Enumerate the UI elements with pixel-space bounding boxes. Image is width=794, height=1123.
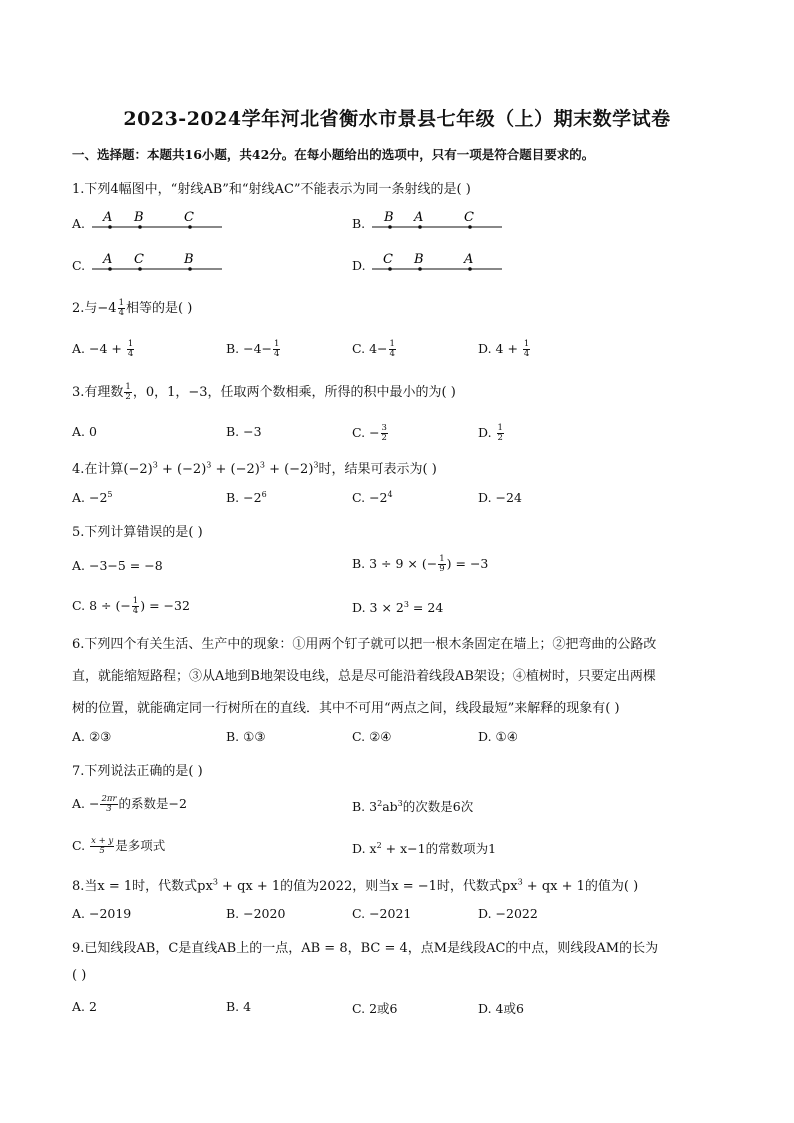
q3-option-a: A. 0 xyxy=(72,424,97,439)
q5-option-c xyxy=(72,597,190,616)
q1-option-c-label: C. xyxy=(72,258,86,273)
q3-text-post: ，0，1，−3，任取两个数相乘，所得的积中最小的为( ) xyxy=(132,385,456,400)
q2c-den: 4 xyxy=(389,349,395,359)
q7c-num: x + y xyxy=(91,836,114,846)
q4-text-4: + (−2) xyxy=(264,462,314,477)
q8-text-3: + qx + 1的值为( ) xyxy=(522,879,639,894)
q7c-fraction xyxy=(90,837,114,856)
q6-option-b: B. ①③ xyxy=(226,729,266,744)
q7c-text-pre: C. xyxy=(72,838,86,853)
q4c-text: C. −2 xyxy=(352,490,388,506)
q2a-den: 4 xyxy=(127,349,134,359)
q5b-text-post: ) = −3 xyxy=(446,556,489,571)
q5b-text-pre: B. 3 ÷ 9 × (− xyxy=(352,556,438,571)
q2c-num: 1 xyxy=(389,339,395,349)
question-9-line-2: ( ) xyxy=(72,968,87,983)
q4b-exp: 6 xyxy=(261,490,267,499)
q2b-den: 4 xyxy=(274,349,280,359)
q5-option-a: A. −3−5 = −8 xyxy=(72,558,163,573)
q4-text-2: + (−2) xyxy=(157,462,207,477)
q4-exp-3: 3 xyxy=(259,460,265,470)
q4-option-c xyxy=(352,490,393,505)
q9-option-b: B. 4 xyxy=(226,999,252,1014)
q7c-text-post: 是多项式 xyxy=(115,838,166,853)
q2-option-a xyxy=(72,340,135,359)
q8-option-d: D. −2022 xyxy=(478,906,538,921)
q4b-text: B. −2 xyxy=(226,490,262,506)
q7-option-d xyxy=(352,839,496,857)
q2-frac-den: 4 xyxy=(118,308,124,318)
q9-option-d: D. 4或6 xyxy=(478,1001,524,1016)
q2a-fraction xyxy=(127,340,134,359)
section-heading: 一、选择题：本题共16小题，共42分。在每小题给出的选项中，只有一项是符合题目要求的。 xyxy=(72,147,595,162)
q1a-point-1: A xyxy=(103,210,113,225)
q2-option-d xyxy=(478,340,531,359)
q7a-num: 2πr xyxy=(101,794,117,804)
q7a-text-pre: A. − xyxy=(72,796,100,811)
q2c-fraction xyxy=(389,340,396,359)
q2-text-post: 相等的是( ) xyxy=(126,301,193,316)
q3-option-d xyxy=(478,424,505,443)
q9-option-a: A. 2 xyxy=(72,999,97,1014)
q7b-text-mid: ab xyxy=(382,799,398,814)
q1b-point-3: C xyxy=(464,210,474,225)
q7b-text-pre: B. 3 xyxy=(352,799,378,814)
question-1-stem: 1.下列4幅图中，“射线AB”和“射线AC”不能表示为同一条射线的是( ) xyxy=(72,182,471,197)
q1c-point-2: C xyxy=(134,252,144,267)
q5c-num: 1 xyxy=(132,596,139,606)
q6-option-d: D. ①④ xyxy=(478,729,518,744)
q1-ray-figure-b xyxy=(370,208,510,232)
page-title: 2023-2024学年河北省衡水市景县七年级（上）期末数学试卷 xyxy=(123,108,671,130)
q1d-point-3: A xyxy=(464,252,474,267)
q2c-text: C. 4− xyxy=(352,341,388,356)
q5-option-b xyxy=(352,555,488,574)
q5-option-d xyxy=(352,600,443,615)
q4-text-3: + (−2) xyxy=(211,462,260,477)
q3d-text: D. xyxy=(478,425,492,440)
q3d-num: 1 xyxy=(497,423,503,433)
q7d-exp: 2 xyxy=(376,840,382,850)
q2-option-b xyxy=(226,340,281,359)
q1a-point-3: C xyxy=(184,210,194,225)
q1b-point-1: B xyxy=(384,210,394,225)
q9-option-c: C. 2或6 xyxy=(352,1001,398,1016)
q2-text-pre: 2.与−4 xyxy=(72,301,117,316)
question-4-stem xyxy=(72,458,437,477)
q5b-num: 1 xyxy=(439,554,445,564)
q1-option-d-label: D. xyxy=(352,258,366,273)
q7a-text-post: 的系数是−2 xyxy=(118,796,187,811)
q7d-text-pre: D. x xyxy=(352,841,377,856)
q3c-den: 2 xyxy=(381,433,387,443)
q8-option-c: C. −2021 xyxy=(352,906,412,921)
q5c-den: 4 xyxy=(132,606,139,616)
q4-text-5: 时，结果可表示为( ) xyxy=(318,462,437,477)
q5c-text-pre: C. 8 ÷ (− xyxy=(72,598,131,613)
q6-option-a: A. ②③ xyxy=(72,729,112,744)
q3-frac-den: 2 xyxy=(125,392,131,402)
q2-frac-num: 1 xyxy=(118,298,124,308)
q7d-text-post: + x−1的常数项为1 xyxy=(381,841,497,856)
q1-option-b-label: B. xyxy=(352,216,366,231)
q5d-exp: 3 xyxy=(403,600,409,609)
q5c-text-post: ) = −32 xyxy=(140,598,190,613)
q2a-text: A. −4 + xyxy=(72,341,122,356)
question-9-line-1: 9.已知线段AB，C是直线AB上的一点，AB = 8，BC = 4，点M是线段AC的中点，则线段AM的长为 xyxy=(72,941,659,956)
q8-text-2: + qx + 1的值为2022，则当x = −1时，代数式px xyxy=(217,879,518,894)
q1d-point-1: C xyxy=(383,252,393,267)
q7b-exp-2: 3 xyxy=(397,798,403,808)
q7c-den: 5 xyxy=(99,846,105,856)
q8-exp-1: 3 xyxy=(212,877,218,887)
q3c-text: C. − xyxy=(352,425,380,440)
q2-fraction xyxy=(118,299,125,318)
q3-text-pre: 3.有理数 xyxy=(72,385,124,400)
question-6-line-1: 6.下列四个有关生活、生产中的现象：①用两个钉子就可以把一根木条固定在墙上；②把弯曲的公路改 xyxy=(72,637,657,652)
q3d-den: 2 xyxy=(497,433,503,443)
q2d-num: 1 xyxy=(523,339,530,349)
q5d-text-post: = 24 xyxy=(408,600,444,616)
q3-frac-num: 1 xyxy=(125,382,131,392)
q7-option-b xyxy=(352,797,473,815)
q5c-fraction xyxy=(132,597,139,616)
q3-fraction xyxy=(124,383,131,402)
q2d-fraction xyxy=(523,340,530,359)
question-2-stem xyxy=(72,297,192,318)
q5b-den: 9 xyxy=(439,564,445,574)
q1c-point-1: A xyxy=(103,252,113,267)
q1b-point-2: A xyxy=(414,210,424,225)
q2b-num: 1 xyxy=(274,339,280,349)
q2b-text: B. −4− xyxy=(226,341,273,356)
q5d-text-pre: D. 3 × 2 xyxy=(352,600,404,616)
q3-option-b: B. −3 xyxy=(226,424,262,439)
q7-option-a xyxy=(72,794,187,814)
q1-ray-figure-a xyxy=(90,208,230,232)
question-6-line-2: 直，就能缩短路程；③从A地到B地架设电线，总是尽可能沿着线段AB架设；④植树时，只要定出两棵 xyxy=(72,669,656,684)
q2-option-c xyxy=(352,340,397,359)
q1a-point-2: B xyxy=(134,210,144,225)
q1-ray-figure-c xyxy=(90,250,230,274)
q2b-fraction xyxy=(273,340,280,359)
q4-exp-4: 3 xyxy=(313,460,319,470)
q3c-fraction xyxy=(381,424,388,443)
q4c-exp: 4 xyxy=(387,490,393,499)
q7a-den: 3 xyxy=(106,804,112,814)
q7b-exp-1: 2 xyxy=(377,798,383,808)
q4-text-1: 4.在计算(−2) xyxy=(72,462,153,477)
q4-option-a xyxy=(72,490,113,505)
q3-option-c xyxy=(352,424,389,443)
q2d-text: D. 4 + xyxy=(478,341,518,356)
q6-option-c: C. ②④ xyxy=(352,729,392,744)
q2d-den: 4 xyxy=(523,349,530,359)
q4-exp-1: 3 xyxy=(152,460,158,470)
q1d-point-2: B xyxy=(414,252,424,267)
q4-option-b xyxy=(226,490,267,505)
question-8-stem xyxy=(72,875,638,894)
q7-option-c xyxy=(72,836,165,856)
q4a-text: A. −2 xyxy=(72,490,108,506)
question-3-stem xyxy=(72,381,456,402)
q7b-text-post: 的次数是6次 xyxy=(402,799,474,814)
q1c-point-3: B xyxy=(184,252,194,267)
q1-ray-figure-d xyxy=(370,250,510,274)
q8-option-b: B. −2020 xyxy=(226,906,286,921)
question-5-stem: 5.下列计算错误的是( ) xyxy=(72,525,203,540)
question-6-line-3: 树的位置，就能确定同一行树所在的直线．其中不可用“两点之间，线段最短”来解释的现象有( ) xyxy=(72,701,620,716)
q4-option-d: D. −24 xyxy=(478,490,522,505)
q3d-fraction xyxy=(497,424,504,443)
q1-option-a-label: A. xyxy=(72,216,86,231)
q7a-fraction xyxy=(100,795,117,814)
q8-option-a: A. −2019 xyxy=(72,906,132,921)
q4a-exp: 5 xyxy=(107,490,113,499)
q8-exp-2: 3 xyxy=(517,877,523,887)
q3c-num: 3 xyxy=(381,423,387,433)
q4-exp-2: 3 xyxy=(206,460,212,470)
question-7-stem: 7.下列说法正确的是( ) xyxy=(72,764,203,779)
q2a-num: 1 xyxy=(127,339,134,349)
q5b-fraction xyxy=(438,555,445,574)
q8-text-1: 8.当x = 1时，代数式px xyxy=(72,879,213,894)
